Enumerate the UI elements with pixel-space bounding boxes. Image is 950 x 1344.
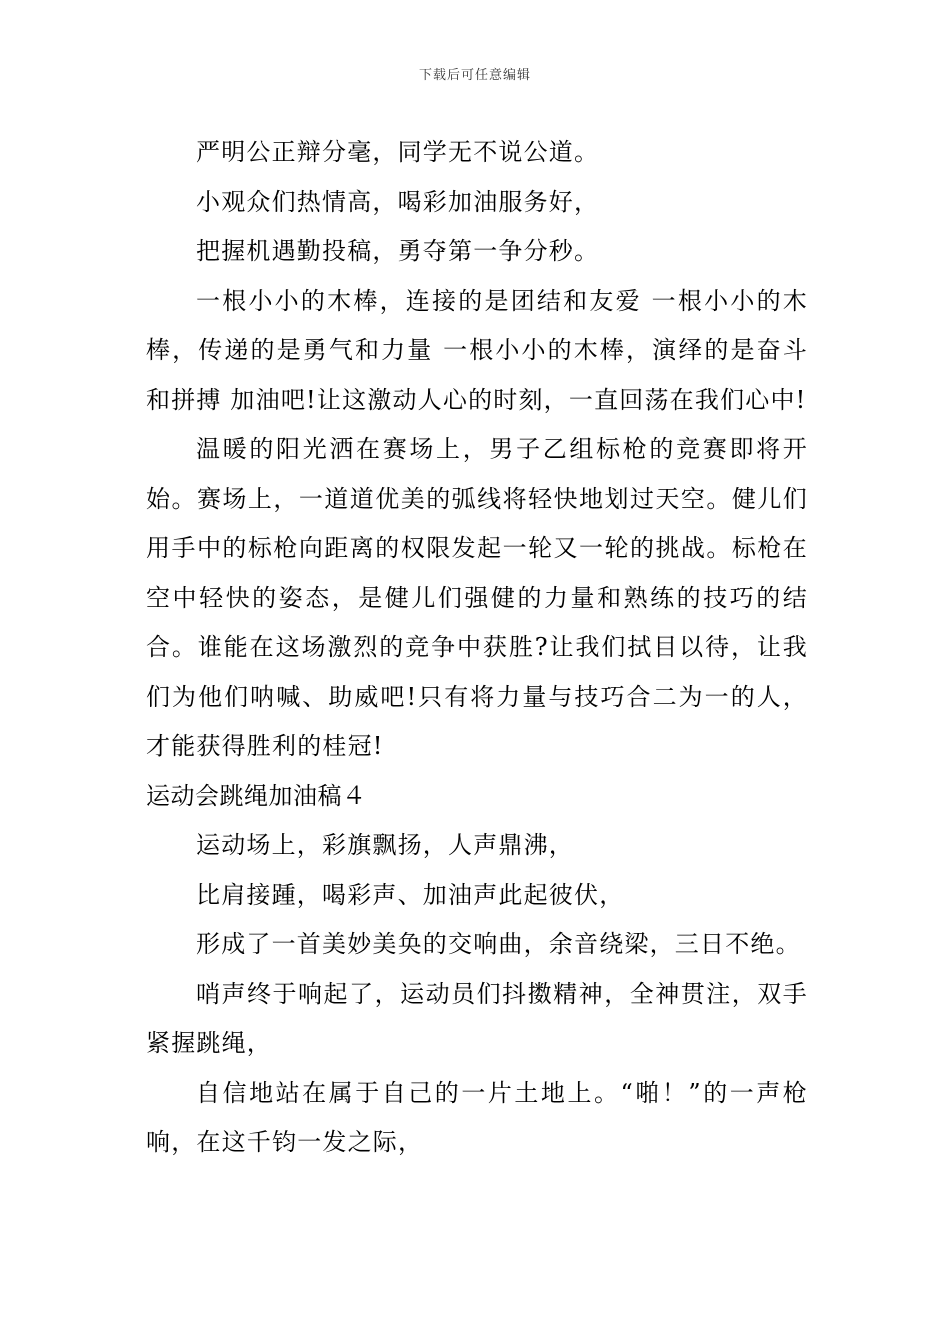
paragraph: 哨声终于响起了，运动员们抖擞精神，全神贯注，双手紧握跳绳，	[146, 979, 808, 1057]
section-title: 运动会跳绳加油稿４	[146, 781, 367, 810]
page-header-note: 下载后可任意编辑	[418, 68, 531, 83]
paragraph: 运动场上，彩旗飘扬，人声鼎沸，	[196, 831, 574, 859]
paragraph: 比肩接踵，喝彩声、加油声此起彼伏，	[196, 880, 625, 909]
paragraph: 温暖的阳光洒在赛场上，男子乙组标枪的竞赛即将开始。赛场上，一道道优美的弧线将轻快地划过天空。健儿们用手中的标枪向距离的权限发起一轮又一轮的挑战。标枪在空中轻快的姿态，是健儿们强健的力量和熟练的技巧的结合。谁能在这场激烈的竞争中获胜?让我们拭目以待，让我们为他们呐喊、助威吧!只有将力量与技巧合二为一的人，才能获得胜利的桂冠!	[146, 435, 808, 760]
paragraph: 一根小小的木棒，连接的是团结和友爱 一根小小的木棒，传递的是勇气和力量 一根小小的木棒，演绎的是奋斗和拼搏 加油吧!让这激动人心的时刻，一直回荡在我们心中!	[146, 286, 808, 414]
paragraph: 自信地站在属于自己的一片土地上。“啪！”的一声枪响，在这千钧一发之际，	[146, 1078, 808, 1156]
document-body	[146, 128, 808, 1168]
paragraph: 形成了一首美妙美奂的交响曲，余音绕梁，三日不绝。	[196, 930, 801, 958]
paragraph: 小观众们热情高，喝彩加油服务好，	[196, 187, 600, 216]
paragraph: 严明公正辩分毫，同学无不说公道。	[196, 138, 600, 166]
paragraph: 把握机遇勤投稿，勇夺第一争分秒。	[196, 237, 600, 265]
